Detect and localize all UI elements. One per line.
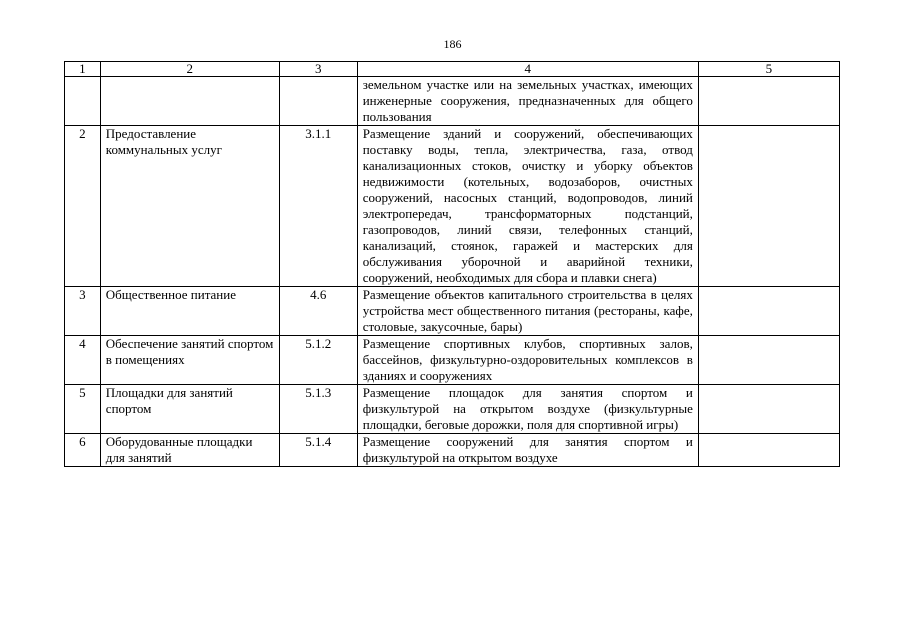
- use-description: Размещение площадок для занятия спортом и физкультурой на открытом воздухе (физкультурные площадки, беговые дорожки, поля для спортивной игры): [357, 385, 698, 434]
- use-note: [698, 434, 839, 467]
- table-row: [65, 434, 840, 467]
- table-row: [65, 77, 840, 126]
- use-note: [698, 287, 839, 336]
- use-name: Оборудованные площадки для занятий: [100, 434, 279, 467]
- use-code: 4.6: [279, 287, 357, 336]
- header-col-2: 2: [100, 62, 279, 77]
- use-code: 5.1.3: [279, 385, 357, 434]
- page-number: 186: [443, 37, 462, 51]
- use-note: [698, 385, 839, 434]
- use-name: Обеспечение занятий спортом в помещениях: [100, 336, 279, 385]
- header-row: [65, 62, 840, 77]
- use-code: 5.1.4: [279, 434, 357, 467]
- use-code: [279, 77, 357, 126]
- table-row: [65, 287, 840, 336]
- row-number: 5: [65, 385, 101, 434]
- use-note: [698, 77, 839, 126]
- header-col-1: 1: [65, 62, 101, 77]
- header-col-5: 5: [698, 62, 839, 77]
- use-code: 3.1.1: [279, 126, 357, 287]
- use-description: Размещение спортивных клубов, спортивных залов, бассейнов, физкультурно-оздоровительных комплексов в зданиях и сооружениях: [357, 336, 698, 385]
- use-description: Размещение объектов капитального строительства в целях устройства мест общественного питания (рестораны, кафе, столовые, закусочные, бары): [357, 287, 698, 336]
- header-col-4: 4: [357, 62, 698, 77]
- use-name: Площадки для занятий спортом: [100, 385, 279, 434]
- table-row: [65, 336, 840, 385]
- use-description: Размещение зданий и сооружений, обеспечивающих поставку воды, тепла, электричества, газа, отвод канализационных стоков, очистку и уборку объектов недвижимости (котельных, водозаборов, очистных сооружений, насосных станций, водопроводов, линий электропередач, трансформаторных подстанций, газопроводов, линий связи, телефонных станций, канализаций, стоянок, гаражей и мастерских для обслуживания уборочной и аварийной техники, сооружений, необходимых для сбора и плавки снега): [357, 126, 698, 287]
- use-description: земельном участке или на земельных участках, имеющих инженерные сооружения, предназначенных для общего пользования: [357, 77, 698, 126]
- land-use-table: [64, 61, 840, 467]
- use-name: [100, 77, 279, 126]
- use-name: Общественное питание: [100, 287, 279, 336]
- row-number: [65, 77, 101, 126]
- row-number: 3: [65, 287, 101, 336]
- use-note: [698, 336, 839, 385]
- row-number: 4: [65, 336, 101, 385]
- use-note: [698, 126, 839, 287]
- row-number: 2: [65, 126, 101, 287]
- row-number: 6: [65, 434, 101, 467]
- table-row: [65, 385, 840, 434]
- use-description: Размещение сооружений для занятия спортом и физкультурой на открытом воздухе: [357, 434, 698, 467]
- table-header: [65, 62, 840, 77]
- table-body: [65, 77, 840, 467]
- header-col-3: 3: [279, 62, 357, 77]
- use-name: Предоставление коммунальных услуг: [100, 126, 279, 287]
- use-code: 5.1.2: [279, 336, 357, 385]
- table-row: [65, 126, 840, 287]
